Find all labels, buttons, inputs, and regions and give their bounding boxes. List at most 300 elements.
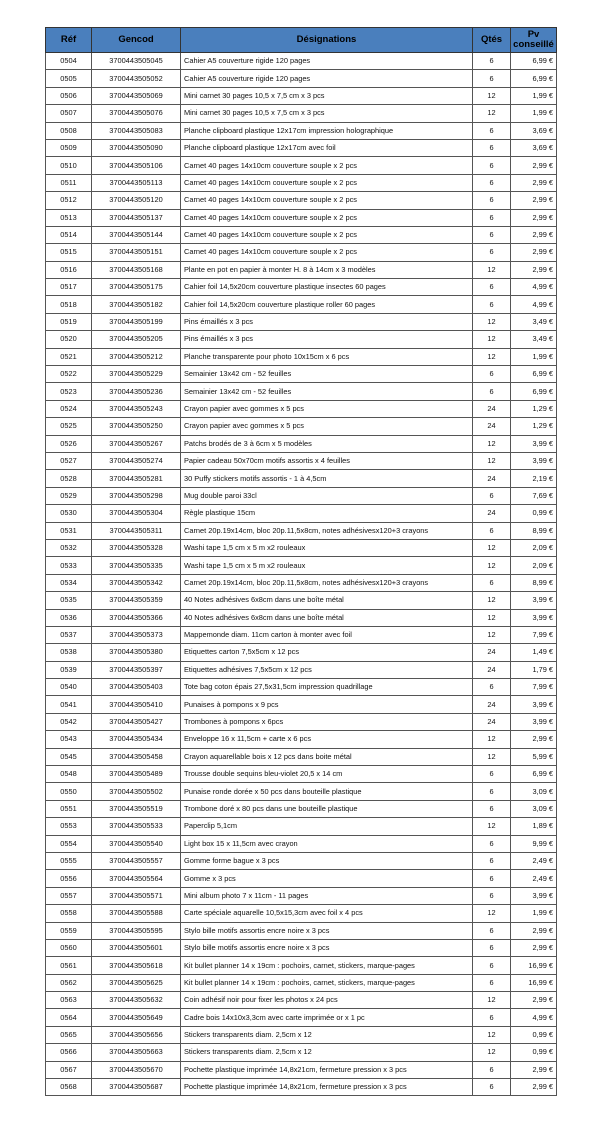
table-row: [46, 366, 557, 383]
gencod-cell: 3700443505458: [92, 748, 181, 765]
designation-cell: Papier cadeau 50x70cm motifs assortis x 4 feuilles: [181, 452, 473, 469]
price-cell: 3,99 €: [511, 713, 557, 730]
table-row: [46, 679, 557, 696]
header-price: Pv conseillé: [511, 28, 557, 53]
table-row: [46, 870, 557, 887]
designation-cell: Pochette plastique imprimée 14,8x21cm, fermeture pression x 3 pcs: [181, 1061, 473, 1078]
table-row: [46, 939, 557, 956]
ref-cell: 0548: [46, 766, 92, 783]
table-row: [46, 766, 557, 783]
qty-cell: 12: [473, 748, 511, 765]
table-row: [46, 696, 557, 713]
price-cell: 7,99 €: [511, 679, 557, 696]
table-row: [46, 852, 557, 869]
designation-cell: Washi tape 1,5 cm x 5 m x2 rouleaux: [181, 539, 473, 556]
table-row: [46, 418, 557, 435]
qty-cell: 6: [473, 939, 511, 956]
ref-cell: 0557: [46, 887, 92, 904]
price-cell: 1,99 €: [511, 87, 557, 104]
price-cell: 2,99 €: [511, 1061, 557, 1078]
ref-cell: 0523: [46, 383, 92, 400]
designation-cell: Tote bag coton épais 27,5x31,5cm impression quadrillage: [181, 679, 473, 696]
gencod-cell: 3700443505137: [92, 209, 181, 226]
price-cell: 3,49 €: [511, 331, 557, 348]
gencod-cell: 3700443505373: [92, 626, 181, 643]
qty-cell: 6: [473, 1009, 511, 1026]
price-cell: 3,99 €: [511, 592, 557, 609]
price-cell: 2,99 €: [511, 992, 557, 1009]
qty-cell: 6: [473, 296, 511, 313]
table-row: [46, 905, 557, 922]
designation-cell: Paperclip 5,1cm: [181, 818, 473, 835]
price-cell: 2,99 €: [511, 1079, 557, 1096]
qty-cell: 6: [473, 192, 511, 209]
designation-cell: Pins émaillés x 3 pcs: [181, 313, 473, 330]
ref-cell: 0510: [46, 157, 92, 174]
qty-cell: 6: [473, 487, 511, 504]
ref-cell: 0543: [46, 731, 92, 748]
ref-cell: 0538: [46, 644, 92, 661]
price-cell: 16,99 €: [511, 957, 557, 974]
qty-cell: 24: [473, 418, 511, 435]
gencod-cell: 3700443505083: [92, 122, 181, 139]
price-cell: 0,99 €: [511, 1026, 557, 1043]
table-row: [46, 487, 557, 504]
ref-cell: 0521: [46, 348, 92, 365]
gencod-cell: 3700443505588: [92, 905, 181, 922]
gencod-cell: 3700443505434: [92, 731, 181, 748]
table-row: [46, 887, 557, 904]
table-row: [46, 957, 557, 974]
qty-cell: 12: [473, 331, 511, 348]
ref-cell: 0562: [46, 974, 92, 991]
ref-cell: 0542: [46, 713, 92, 730]
price-cell: 2,09 €: [511, 557, 557, 574]
table-row: [46, 122, 557, 139]
ref-cell: 0553: [46, 818, 92, 835]
gencod-cell: 3700443505571: [92, 887, 181, 904]
designation-cell: Cadre bois 14x10x3,3cm avec carte imprimée or x 1 pc: [181, 1009, 473, 1026]
price-cell: 4,99 €: [511, 1009, 557, 1026]
table-row: [46, 209, 557, 226]
gencod-cell: 3700443505076: [92, 105, 181, 122]
price-cell: 1,29 €: [511, 418, 557, 435]
designation-cell: Gomme x 3 pcs: [181, 870, 473, 887]
designation-cell: Patchs brodés de 3 à 6cm x 5 modèles: [181, 435, 473, 452]
table-row: [46, 296, 557, 313]
ref-cell: 0536: [46, 609, 92, 626]
price-list: [45, 27, 557, 1096]
price-cell: 8,99 €: [511, 574, 557, 591]
qty-cell: 6: [473, 574, 511, 591]
table-row: [46, 748, 557, 765]
table-row: [46, 452, 557, 469]
designation-cell: Semainier 13x42 cm - 52 feuilles: [181, 366, 473, 383]
designation-cell: Carnet 40 pages 14x10cm couverture souple x 2 pcs: [181, 209, 473, 226]
qty-cell: 6: [473, 922, 511, 939]
designation-cell: Crayon papier avec gommes x 5 pcs: [181, 400, 473, 417]
qty-cell: 6: [473, 139, 511, 156]
gencod-cell: 3700443505069: [92, 87, 181, 104]
designation-cell: Mini carnet 30 pages 10,5 x 7,5 cm x 3 pcs: [181, 87, 473, 104]
price-cell: 1,79 €: [511, 661, 557, 678]
price-cell: 3,69 €: [511, 139, 557, 156]
qty-cell: 6: [473, 279, 511, 296]
qty-cell: 6: [473, 53, 511, 70]
ref-cell: 0514: [46, 226, 92, 243]
price-cell: 8,99 €: [511, 522, 557, 539]
qty-cell: 6: [473, 1061, 511, 1078]
designation-cell: Stickers transparents diam. 2,5cm x 12: [181, 1044, 473, 1061]
ref-cell: 0533: [46, 557, 92, 574]
table-row: [46, 174, 557, 191]
gencod-cell: 3700443505090: [92, 139, 181, 156]
designation-cell: Trousse double sequins bleu-violet 20,5 x 14 cm: [181, 766, 473, 783]
table-row: [46, 522, 557, 539]
qty-cell: 12: [473, 87, 511, 104]
table-row: [46, 644, 557, 661]
designation-cell: Planche transparente pour photo 10x15cm x 6 pcs: [181, 348, 473, 365]
gencod-cell: 3700443505618: [92, 957, 181, 974]
price-cell: 6,99 €: [511, 383, 557, 400]
ref-cell: 0504: [46, 53, 92, 70]
designation-cell: Plante en pot en papier à monter H. 8 à 14cm x 3 modèles: [181, 261, 473, 278]
designation-cell: Mappemonde diam. 11cm carton à monter avec foil: [181, 626, 473, 643]
designation-cell: Etiquettes carton 7,5x5cm x 12 pcs: [181, 644, 473, 661]
gencod-cell: 3700443505175: [92, 279, 181, 296]
qty-cell: 6: [473, 835, 511, 852]
table-row: [46, 383, 557, 400]
table-row: [46, 348, 557, 365]
designation-cell: Cahier foil 14,5x20cm couverture plastique insectes 60 pages: [181, 279, 473, 296]
qty-cell: 6: [473, 1079, 511, 1096]
product-table: [45, 27, 557, 1096]
gencod-cell: 3700443505304: [92, 505, 181, 522]
table-row: [46, 226, 557, 243]
qty-cell: 12: [473, 435, 511, 452]
table-row: [46, 800, 557, 817]
designation-cell: Planche clipboard plastique 12x17cm avec foil: [181, 139, 473, 156]
table-row: [46, 574, 557, 591]
designation-cell: Crayon aquarellable bois x 12 pcs dans boite métal: [181, 748, 473, 765]
ref-cell: 0564: [46, 1009, 92, 1026]
ref-cell: 0524: [46, 400, 92, 417]
gencod-cell: 3700443505281: [92, 470, 181, 487]
qty-cell: 6: [473, 870, 511, 887]
qty-cell: 6: [473, 209, 511, 226]
price-cell: 2,49 €: [511, 870, 557, 887]
gencod-cell: 3700443505601: [92, 939, 181, 956]
gencod-cell: 3700443505335: [92, 557, 181, 574]
price-cell: 6,99 €: [511, 53, 557, 70]
table-row: [46, 70, 557, 87]
gencod-cell: 3700443505328: [92, 539, 181, 556]
price-cell: 6,99 €: [511, 366, 557, 383]
price-cell: 2,99 €: [511, 731, 557, 748]
qty-cell: 6: [473, 174, 511, 191]
qty-cell: 12: [473, 992, 511, 1009]
gencod-cell: 3700443505182: [92, 296, 181, 313]
qty-cell: 12: [473, 818, 511, 835]
ref-cell: 0522: [46, 366, 92, 383]
ref-cell: 0539: [46, 661, 92, 678]
designation-cell: Cahier foil 14,5x20cm couverture plastique roller 60 pages: [181, 296, 473, 313]
designation-cell: Light box 15 x 11,5cm avec crayon: [181, 835, 473, 852]
ref-cell: 0520: [46, 331, 92, 348]
gencod-cell: 3700443505045: [92, 53, 181, 70]
gencod-cell: 3700443505557: [92, 852, 181, 869]
gencod-cell: 3700443505533: [92, 818, 181, 835]
designation-cell: Semainier 13x42 cm - 52 feuilles: [181, 383, 473, 400]
table-row: [46, 922, 557, 939]
ref-cell: 0532: [46, 539, 92, 556]
designation-cell: 40 Notes adhésives 6x8cm dans une boîte métal: [181, 592, 473, 609]
designation-cell: Règle plastique 15cm: [181, 505, 473, 522]
ref-cell: 0555: [46, 852, 92, 869]
ref-cell: 0561: [46, 957, 92, 974]
gencod-cell: 3700443505267: [92, 435, 181, 452]
gencod-cell: 3700443505663: [92, 1044, 181, 1061]
qty-cell: 12: [473, 731, 511, 748]
table-row: [46, 400, 557, 417]
table-body: [46, 53, 557, 1096]
ref-cell: 0528: [46, 470, 92, 487]
table-row: [46, 157, 557, 174]
table-row: [46, 731, 557, 748]
designation-cell: Punaises à pompons x 9 pcs: [181, 696, 473, 713]
gencod-cell: 3700443505380: [92, 644, 181, 661]
designation-cell: Cahier A5 couverture rigide 120 pages: [181, 53, 473, 70]
designation-cell: Kit bullet planner 14 x 19cm : pochoirs, carnet, stickers, marque-pages: [181, 974, 473, 991]
designation-cell: Pochette plastique imprimée 14,8x21cm, fermeture pression x 3 pcs: [181, 1079, 473, 1096]
designation-cell: Stylo bille motifs assortis encre noire x 3 pcs: [181, 939, 473, 956]
price-cell: 0,99 €: [511, 1044, 557, 1061]
table-row: [46, 974, 557, 991]
price-cell: 5,99 €: [511, 748, 557, 765]
gencod-cell: 3700443505236: [92, 383, 181, 400]
qty-cell: 24: [473, 505, 511, 522]
designation-cell: Kit bullet planner 14 x 19cm : pochoirs, carnet, stickers, marque-pages: [181, 957, 473, 974]
gencod-cell: 3700443505564: [92, 870, 181, 887]
gencod-cell: 3700443505250: [92, 418, 181, 435]
gencod-cell: 3700443505670: [92, 1061, 181, 1078]
ref-cell: 0515: [46, 244, 92, 261]
designation-cell: Mini carnet 30 pages 10,5 x 7,5 cm x 3 pcs: [181, 105, 473, 122]
table-row: [46, 192, 557, 209]
price-cell: 3,99 €: [511, 435, 557, 452]
table-row: [46, 139, 557, 156]
ref-cell: 0530: [46, 505, 92, 522]
qty-cell: 24: [473, 470, 511, 487]
qty-cell: 12: [473, 313, 511, 330]
gencod-cell: 3700443505410: [92, 696, 181, 713]
designation-cell: Coin adhésif noir pour fixer les photos x 24 pcs: [181, 992, 473, 1009]
gencod-cell: 3700443505403: [92, 679, 181, 696]
price-cell: 2,99 €: [511, 192, 557, 209]
gencod-cell: 3700443505397: [92, 661, 181, 678]
qty-cell: 6: [473, 766, 511, 783]
table-row: [46, 1079, 557, 1096]
gencod-cell: 3700443505205: [92, 331, 181, 348]
price-cell: 3,09 €: [511, 800, 557, 817]
price-cell: 2,49 €: [511, 852, 557, 869]
price-cell: 2,99 €: [511, 226, 557, 243]
price-cell: 2,99 €: [511, 939, 557, 956]
table-row: [46, 609, 557, 626]
table-row: [46, 1009, 557, 1026]
qty-cell: 24: [473, 661, 511, 678]
price-cell: 2,99 €: [511, 244, 557, 261]
gencod-cell: 3700443505243: [92, 400, 181, 417]
table-row: [46, 279, 557, 296]
price-cell: 2,19 €: [511, 470, 557, 487]
gencod-cell: 3700443505359: [92, 592, 181, 609]
ref-cell: 0563: [46, 992, 92, 1009]
ref-cell: 0535: [46, 592, 92, 609]
table-row: [46, 1044, 557, 1061]
table-row: [46, 435, 557, 452]
price-cell: 2,99 €: [511, 157, 557, 174]
designation-cell: Carnet 20p.19x14cm, bloc 20p.11,5x8cm, notes adhésivesx120+3 crayons: [181, 522, 473, 539]
designation-cell: Gomme forme bague x 3 pcs: [181, 852, 473, 869]
qty-cell: 12: [473, 557, 511, 574]
qty-cell: 12: [473, 539, 511, 556]
ref-cell: 0558: [46, 905, 92, 922]
qty-cell: 6: [473, 383, 511, 400]
ref-cell: 0508: [46, 122, 92, 139]
price-cell: 1,89 €: [511, 818, 557, 835]
price-cell: 2,99 €: [511, 922, 557, 939]
designation-cell: Cahier A5 couverture rigide 120 pages: [181, 70, 473, 87]
price-cell: 2,99 €: [511, 174, 557, 191]
ref-cell: 0541: [46, 696, 92, 713]
header-gencod: Gencod: [92, 28, 181, 53]
qty-cell: 6: [473, 244, 511, 261]
qty-cell: 6: [473, 957, 511, 974]
price-cell: 3,99 €: [511, 696, 557, 713]
ref-cell: 0556: [46, 870, 92, 887]
header-ref: Réf: [46, 28, 92, 53]
table-row: [46, 244, 557, 261]
table-row: [46, 539, 557, 556]
qty-cell: 6: [473, 679, 511, 696]
price-cell: 4,99 €: [511, 279, 557, 296]
qty-cell: 12: [473, 626, 511, 643]
ref-cell: 0566: [46, 1044, 92, 1061]
table-row: [46, 470, 557, 487]
qty-cell: 12: [473, 1026, 511, 1043]
gencod-cell: 3700443505212: [92, 348, 181, 365]
price-cell: 4,99 €: [511, 296, 557, 313]
table-row: [46, 626, 557, 643]
gencod-cell: 3700443505229: [92, 366, 181, 383]
qty-cell: 6: [473, 366, 511, 383]
designation-cell: 30 Puffy stickers motifs assortis - 1 à 4,5cm: [181, 470, 473, 487]
price-cell: 3,99 €: [511, 452, 557, 469]
designation-cell: Mug double paroi 33cl: [181, 487, 473, 504]
price-cell: 9,99 €: [511, 835, 557, 852]
gencod-cell: 3700443505489: [92, 766, 181, 783]
gencod-cell: 3700443505595: [92, 922, 181, 939]
ref-cell: 0527: [46, 452, 92, 469]
gencod-cell: 3700443505298: [92, 487, 181, 504]
ref-cell: 0550: [46, 783, 92, 800]
price-cell: 2,99 €: [511, 261, 557, 278]
qty-cell: 12: [473, 609, 511, 626]
gencod-cell: 3700443505632: [92, 992, 181, 1009]
table-row: [46, 261, 557, 278]
gencod-cell: 3700443505199: [92, 313, 181, 330]
qty-cell: 12: [473, 105, 511, 122]
qty-cell: 12: [473, 261, 511, 278]
designation-cell: Trombone doré x 80 pcs dans une bouteille plastique: [181, 800, 473, 817]
price-cell: 7,99 €: [511, 626, 557, 643]
table-row: [46, 713, 557, 730]
qty-cell: 6: [473, 800, 511, 817]
gencod-cell: 3700443505168: [92, 261, 181, 278]
table-row: [46, 592, 557, 609]
price-cell: 3,09 €: [511, 783, 557, 800]
ref-cell: 0534: [46, 574, 92, 591]
qty-cell: 6: [473, 887, 511, 904]
ref-cell: 0560: [46, 939, 92, 956]
qty-cell: 24: [473, 400, 511, 417]
table-row: [46, 313, 557, 330]
qty-cell: 6: [473, 852, 511, 869]
price-cell: 7,69 €: [511, 487, 557, 504]
qty-cell: 6: [473, 70, 511, 87]
qty-cell: 24: [473, 696, 511, 713]
ref-cell: 0517: [46, 279, 92, 296]
gencod-cell: 3700443505311: [92, 522, 181, 539]
table-row: [46, 783, 557, 800]
gencod-cell: 3700443505151: [92, 244, 181, 261]
qty-cell: 12: [473, 452, 511, 469]
gencod-cell: 3700443505366: [92, 609, 181, 626]
ref-cell: 0512: [46, 192, 92, 209]
ref-cell: 0531: [46, 522, 92, 539]
price-cell: 1,99 €: [511, 905, 557, 922]
ref-cell: 0529: [46, 487, 92, 504]
price-cell: 16,99 €: [511, 974, 557, 991]
designation-cell: Stylo bille motifs assortis encre noire x 3 pcs: [181, 922, 473, 939]
ref-cell: 0540: [46, 679, 92, 696]
price-cell: 2,99 €: [511, 209, 557, 226]
price-cell: 3,99 €: [511, 887, 557, 904]
price-cell: 6,99 €: [511, 70, 557, 87]
table-row: [46, 1026, 557, 1043]
gencod-cell: 3700443505687: [92, 1079, 181, 1096]
gencod-cell: 3700443505144: [92, 226, 181, 243]
designation-cell: Mini album photo 7 x 11cm - 11 pages: [181, 887, 473, 904]
designation-cell: 40 Notes adhésives 6x8cm dans une boîte métal: [181, 609, 473, 626]
qty-cell: 6: [473, 157, 511, 174]
designation-cell: Enveloppe 16 x 11,5cm + carte x 6 pcs: [181, 731, 473, 748]
gencod-cell: 3700443505649: [92, 1009, 181, 1026]
qty-cell: 12: [473, 1044, 511, 1061]
qty-cell: 24: [473, 644, 511, 661]
price-cell: 3,49 €: [511, 313, 557, 330]
qty-cell: 12: [473, 592, 511, 609]
table-row: [46, 992, 557, 1009]
qty-cell: 12: [473, 348, 511, 365]
gencod-cell: 3700443505106: [92, 157, 181, 174]
table-header-row: [46, 28, 557, 53]
gencod-cell: 3700443505113: [92, 174, 181, 191]
ref-cell: 0525: [46, 418, 92, 435]
ref-cell: 0505: [46, 70, 92, 87]
gencod-cell: 3700443505540: [92, 835, 181, 852]
